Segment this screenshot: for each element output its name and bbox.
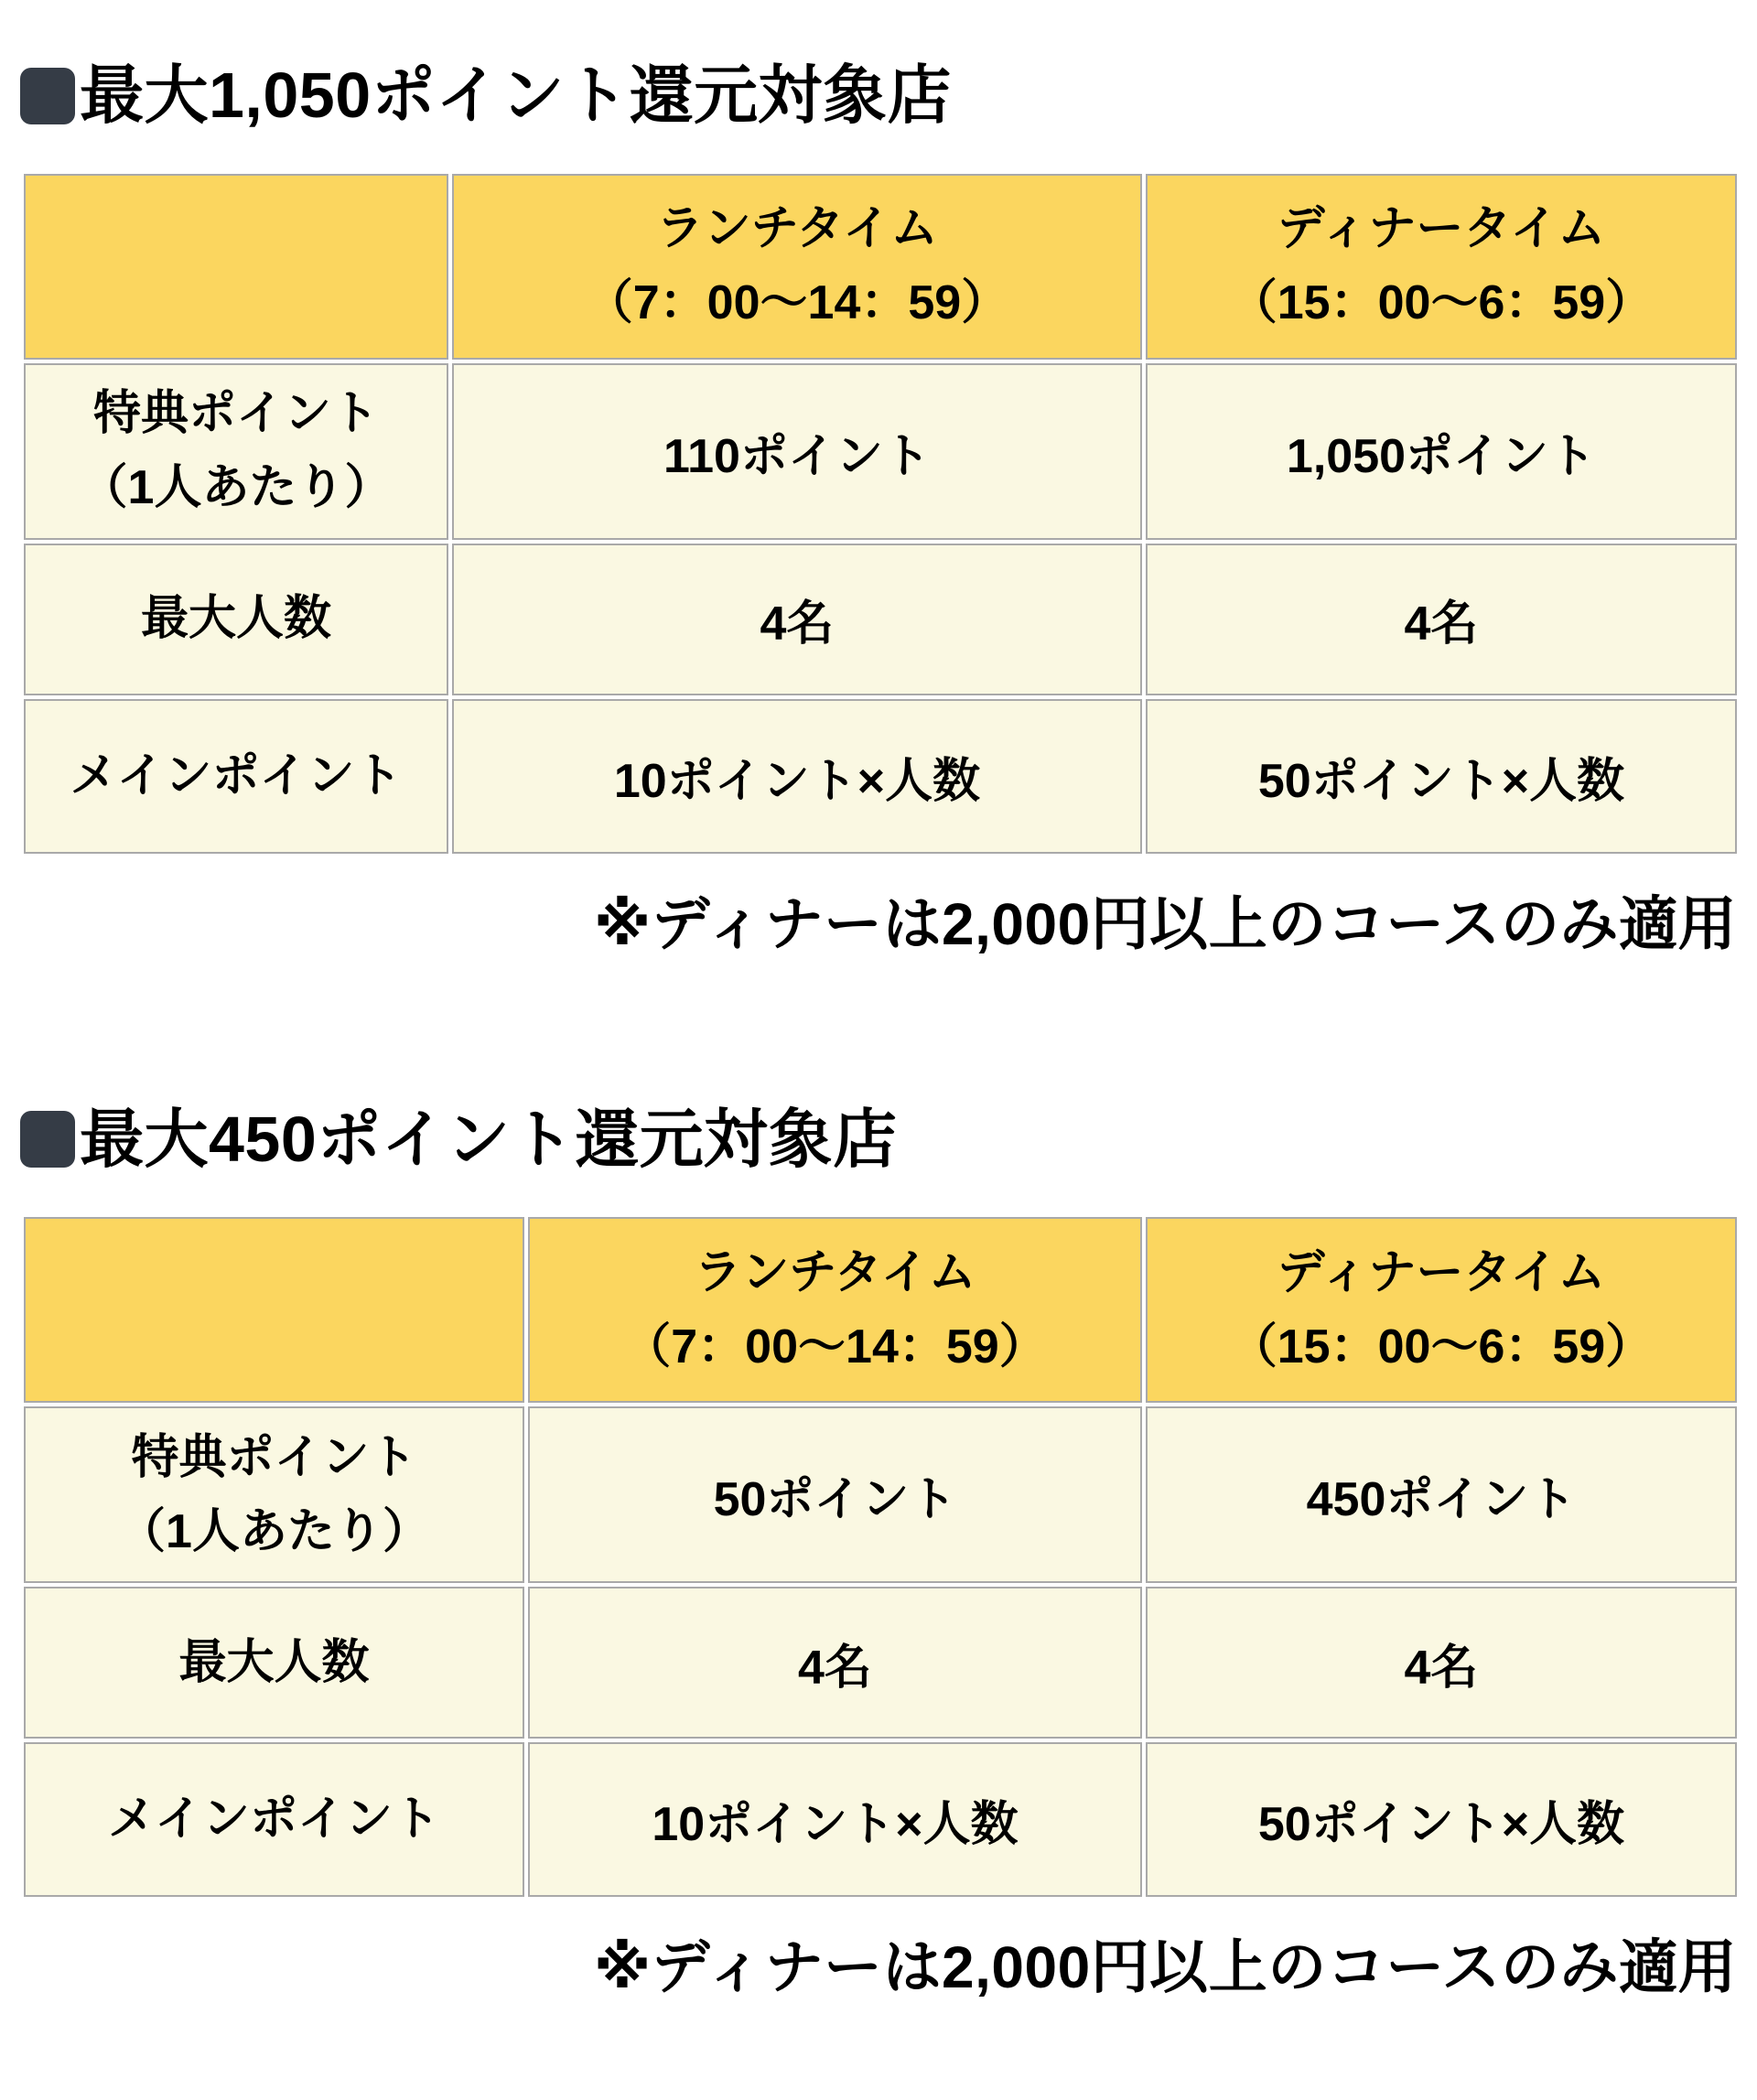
section-450	[20, 1103, 1737, 2001]
section-title-1050	[20, 59, 1737, 131]
row-label-line: 特典ポイント	[92, 387, 379, 441]
row-label-line: （1人あたり）	[118, 1504, 430, 1558]
main-points-lunch-value: 10ポイント×人数	[452, 699, 1142, 854]
lunch-header-cell	[528, 1217, 1142, 1403]
dinner-header-cell	[1146, 1217, 1737, 1403]
row-label-line: メインポイント	[70, 748, 403, 802]
corner-cell	[24, 1217, 524, 1403]
row-label-line: 特典ポイント	[131, 1431, 417, 1485]
row-label-line: 最大人数	[140, 592, 331, 646]
lunch-header-title: ランチタイム	[694, 1246, 976, 1300]
main-points-lunch-value: 10ポイント×人数	[528, 1742, 1142, 1897]
points-table-1050	[20, 170, 1741, 857]
square-bullet-icon	[20, 1111, 75, 1168]
section-1050	[20, 59, 1737, 957]
dinner-header-title: ディナータイム	[1277, 1246, 1606, 1300]
table-header-row	[24, 1217, 1737, 1403]
table-row-max-people	[24, 544, 1737, 695]
dinner-header-hours: （15：00〜6：59）	[1229, 276, 1654, 329]
row-label-main-points	[24, 1742, 524, 1897]
points-table-450	[20, 1213, 1741, 1901]
row-label-main-points	[24, 699, 448, 854]
benefit-points-lunch-value: 50ポイント	[528, 1406, 1142, 1583]
section-title-text: 最大1,050ポイント還元対象店	[80, 59, 953, 131]
max-people-dinner-value: 4名	[1146, 544, 1737, 695]
square-bullet-icon	[20, 68, 75, 124]
section-title-text: 最大450ポイント還元対象店	[80, 1103, 898, 1175]
row-label-max-people	[24, 544, 448, 695]
benefit-points-dinner-value: 450ポイント	[1146, 1406, 1737, 1583]
table-row-main-points	[24, 1742, 1737, 1897]
row-label-line: 最大人数	[178, 1635, 370, 1689]
section-title-450	[20, 1103, 1737, 1175]
dinner-condition-footnote: ※ディナーは2,000円以上のコースのみ適用	[593, 890, 1737, 957]
lunch-header-title: ランチタイム	[655, 202, 939, 256]
corner-cell	[24, 174, 448, 360]
dinner-condition-footnote: ※ディナーは2,000円以上のコースのみ適用	[593, 1934, 1737, 2001]
lunch-header-hours: （7：00〜14：59）	[585, 276, 1009, 329]
max-people-lunch-value: 4名	[452, 544, 1142, 695]
row-label-line: メインポイント	[108, 1793, 440, 1847]
max-people-lunch-value: 4名	[528, 1587, 1142, 1739]
table-row-main-points	[24, 699, 1737, 854]
main-points-dinner-value: 50ポイント×人数	[1146, 699, 1737, 854]
lunch-header-cell	[452, 174, 1142, 360]
dinner-header-title: ディナータイム	[1277, 202, 1606, 256]
row-label-max-people	[24, 1587, 524, 1739]
row-label-benefit-points	[24, 363, 448, 540]
dinner-header-hours: （15：00〜6：59）	[1229, 1319, 1654, 1373]
dinner-header-cell	[1146, 174, 1737, 360]
table-header-row	[24, 174, 1737, 360]
lunch-header-hours: （7：00〜14：59）	[623, 1319, 1047, 1373]
row-label-benefit-points	[24, 1406, 524, 1583]
benefit-points-dinner-value: 1,050ポイント	[1146, 363, 1737, 540]
table-row-benefit-points	[24, 1406, 1737, 1583]
main-points-dinner-value: 50ポイント×人数	[1146, 1742, 1737, 1897]
benefit-points-lunch-value: 110ポイント	[452, 363, 1142, 540]
table-row-max-people	[24, 1587, 1737, 1739]
table-row-benefit-points	[24, 363, 1737, 540]
row-label-line: （1人あたり）	[80, 461, 393, 514]
max-people-dinner-value: 4名	[1146, 1587, 1737, 1739]
